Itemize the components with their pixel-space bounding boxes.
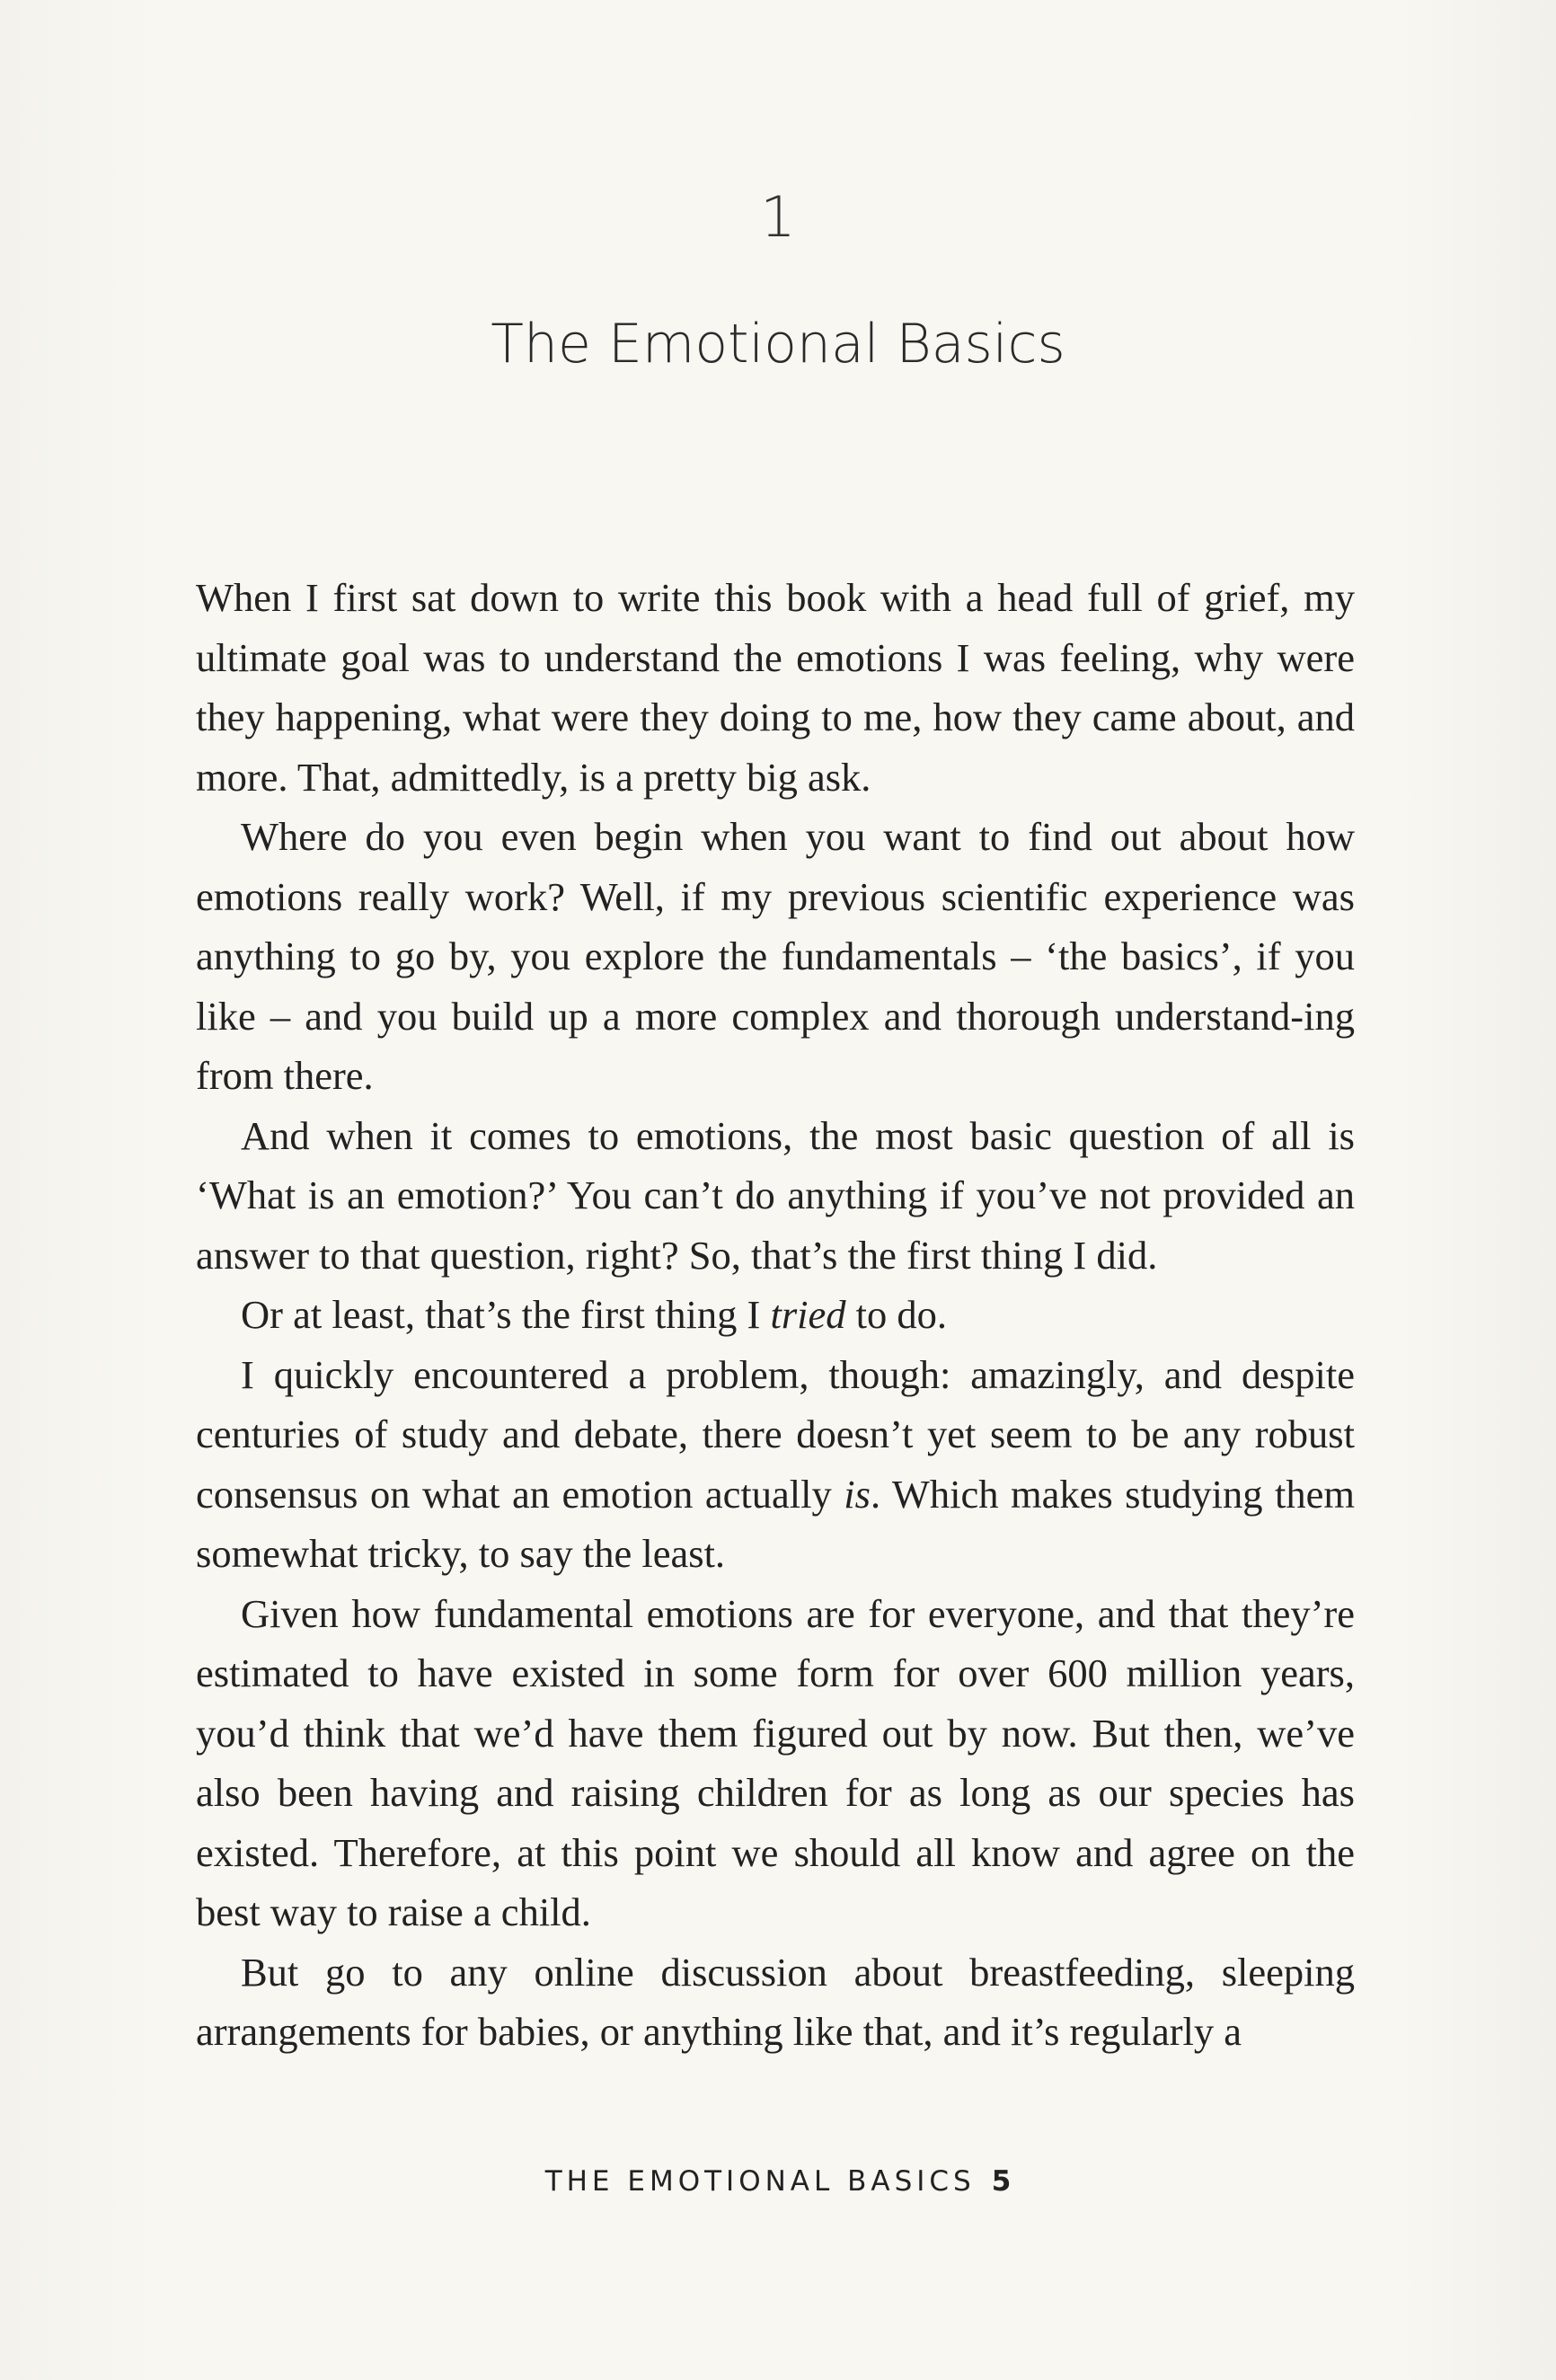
page-footer [0,2165,1556,2198]
paragraph [196,1584,1355,1942]
paragraph-text: Where do you even begin when you want to find out about how emotions really work? Well, if my previous scientific experience was anything to go by, you explore the fundamentals – ‘the basics’, if you like – and you build up a more complex and thorough understand-ing from there. [196,814,1355,1098]
paragraph [196,568,1355,807]
chapter-number: 1 [760,184,796,250]
paragraph-text: to do. [845,1292,948,1337]
paragraph-text: Or at least, that’s the first thing I [241,1292,771,1337]
paragraph [196,1285,1355,1345]
paragraph [196,807,1355,1106]
italic-text: tried [770,1292,846,1337]
paragraph-text: When I first sat down to write this book with a head full of grief, my ultimate goal was to understand the emotions I was feeling, why were they happening, what were they doing to me, how they came about, and more. That, admittedly, is a pretty big ask. [196,575,1355,800]
page-number: 5 [991,2165,1012,2198]
italic-text: is [844,1471,871,1517]
running-head: THE EMOTIONAL BASICS [544,2165,976,2198]
paragraph-text: I quickly encountered a problem, though: amazingly, and despite centuries of study and debate, there doesn’t yet seem to be any robust consensus on what an emotion actually [196,1351,1355,1517]
paragraph-text: Given how fundamental emotions are for everyone, and that they’re estimated to have existed in some form for over 600 million years, you’d think that we’d have them figured out by now. But then, we’ve also been having and raising children for as long as our species has existed. Therefore, at this point we should all know and agree on the best way to raise a child. [196,1590,1355,1934]
paragraph-text: And when it comes to emotions, the most basic question of all is ‘What is an emotion?’ You can’t do anything if you’ve not provided an answer to that question, right? So, that’s the first thing I did. [196,1112,1355,1278]
body-text [196,568,1355,2062]
paragraph-text: . Which makes studying them somewhat tricky, to say the least. [196,1471,1355,1576]
paragraph [196,1942,1355,2062]
paragraph-text: But go to any online discussion about breastfeeding, sleeping arrangements for babies, or anything like that, and it’s regularly a [196,1949,1355,2054]
paragraph [196,1106,1355,1286]
paragraph [196,1345,1355,1584]
chapter-title: The Emotional Basics [491,313,1065,376]
